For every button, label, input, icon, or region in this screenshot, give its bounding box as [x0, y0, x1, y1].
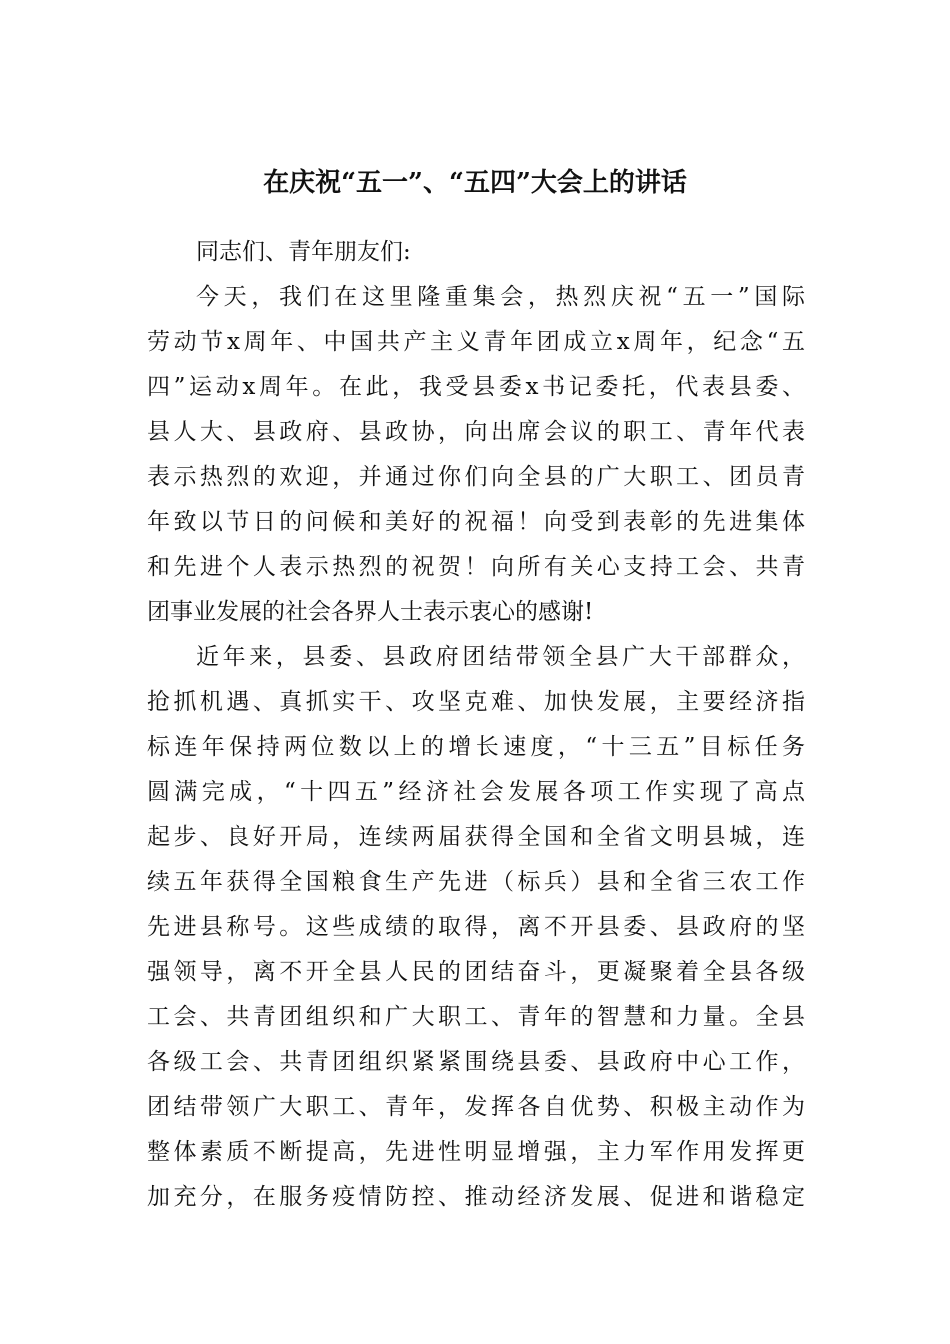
paragraph-line: 劳动节x周年、中国共产主义青年团成立x周年，纪念“五: [147, 329, 805, 355]
paragraph-line: 圆满完成，“十四五”经济社会发展各项工作实现了高点: [147, 779, 805, 805]
paragraph-line: 加充分，在服务疫情防控、推动经济发展、促进和谐稳定: [147, 1184, 805, 1210]
paragraph-line: 工会、共青团组织和广大职工、青年的智慧和力量。全县: [147, 1004, 805, 1030]
paragraph-line: 县人大、县政府、县政协，向出席会议的职工、青年代表: [147, 419, 805, 445]
paragraph-line: 先进县称号。这些成绩的取得，离不开县委、县政府的坚: [147, 914, 805, 940]
paragraph-line: 起步、良好开局，连续两届获得全国和全省文明县城，连: [147, 824, 805, 850]
document-title: 在庆祝“五一”、“五四”大会上的讲话: [263, 168, 687, 198]
paragraph: [147, 635, 805, 1220]
paragraph-line: 近年来，县委、县政府团结带领全县广大干部群众，: [196, 644, 805, 670]
paragraph-line: 和先进个人表示热烈的祝贺！向所有关心支持工会、共青: [147, 554, 805, 580]
paragraph-line: 续五年获得全国粮食生产先进（标兵）县和全省三农工作: [147, 869, 805, 895]
paragraph-line: 今天，我们在这里隆重集会，热烈庆祝“五一”国际: [196, 284, 805, 310]
paragraph-line: 团结带领广大职工、青年，发挥各自优势、积极主动作为: [147, 1094, 805, 1120]
paragraph-line: 年致以节日的问候和美好的祝福！向受到表彰的先进集体: [147, 509, 805, 535]
paragraph-line: 团事业发展的社会各界人士表示衷心的感谢!: [147, 599, 594, 625]
paragraph: [147, 275, 805, 635]
document-body: [147, 230, 805, 1220]
paragraphs: [147, 275, 805, 1220]
paragraph-line: 标连年保持两位数以上的增长速度，“十三五”目标任务: [147, 734, 805, 760]
paragraph-line: 抢抓机遇、真抓实干、攻坚克难、加快发展，主要经济指: [147, 689, 805, 715]
paragraph-line: 表示热烈的欢迎，并通过你们向全县的广大职工、团员青: [147, 464, 805, 490]
paragraph-line: 四”运动x周年。在此，我受县委x书记委托，代表县委、: [147, 374, 805, 400]
paragraph-line: 各级工会、共青团组织紧紧围绕县委、县政府中心工作，: [147, 1049, 805, 1075]
greeting: 同志们、青年朋友们:: [196, 239, 411, 265]
paragraph-line: 整体素质不断提高，先进性明显增强，主力军作用发挥更: [147, 1139, 805, 1165]
paragraph-line: 强领导，离不开全县人民的团结奋斗，更凝聚着全县各级: [147, 959, 805, 985]
